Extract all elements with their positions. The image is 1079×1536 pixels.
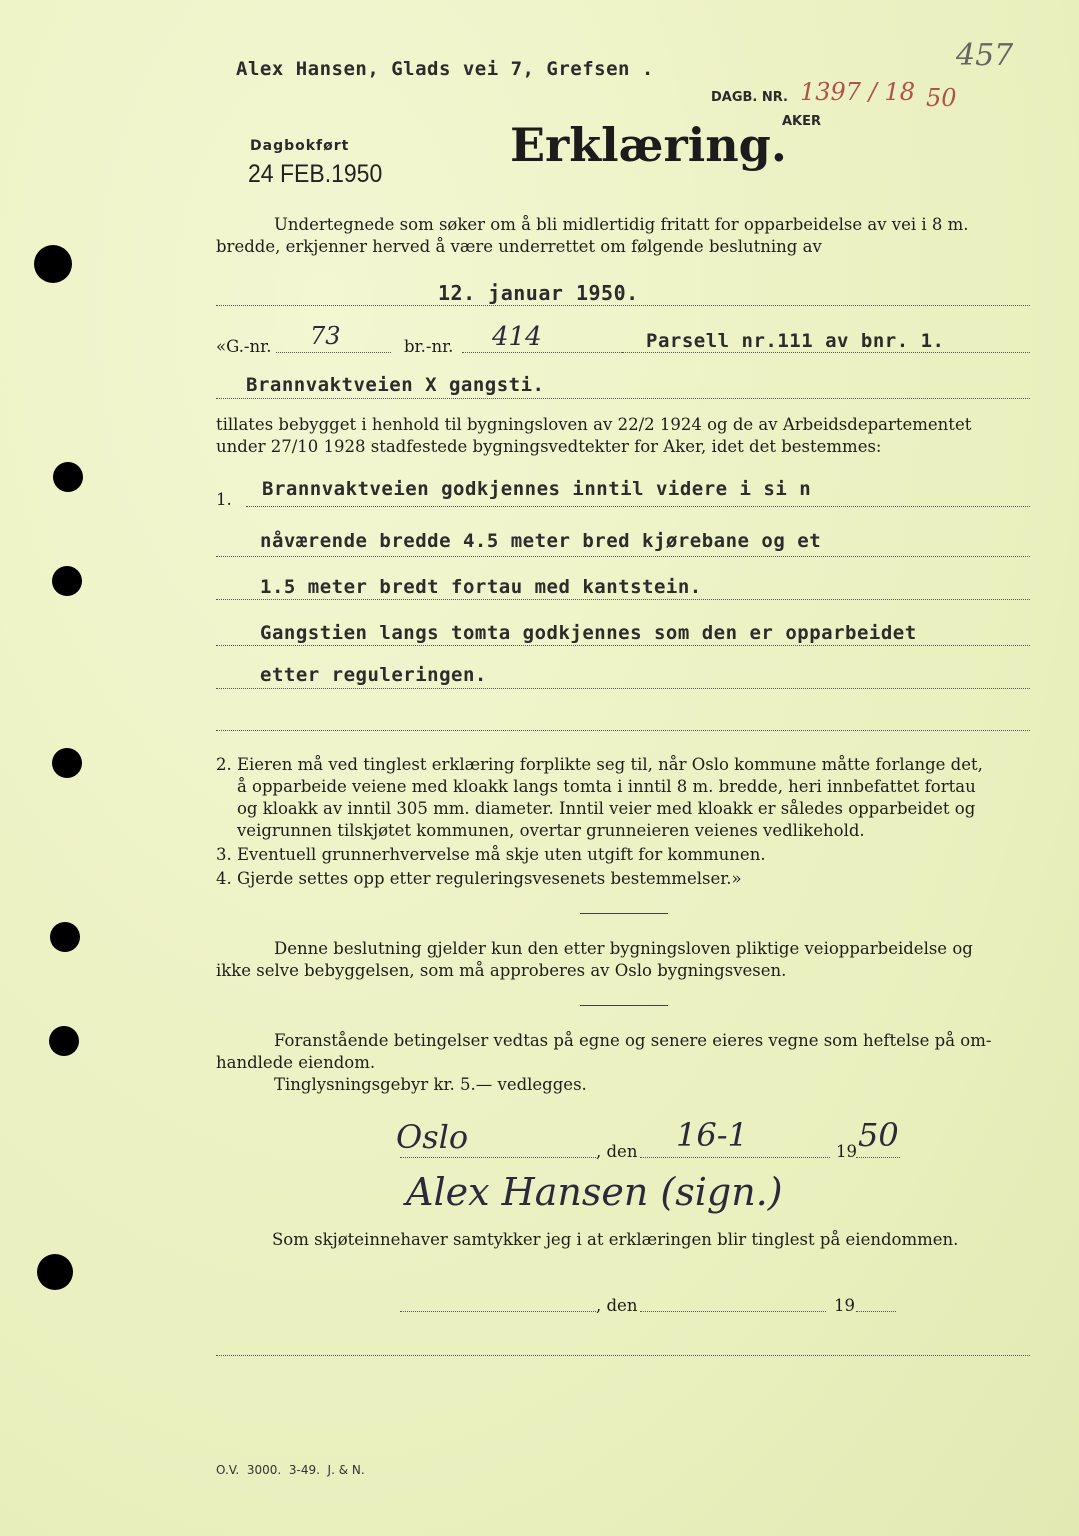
dagb-number: 1397 / 18	[800, 78, 915, 106]
dotted-line	[400, 1311, 596, 1312]
condition1-line: 1.5 meter bredt fortau med kantstein.	[260, 576, 702, 598]
gnr-label: «G.-nr.	[216, 337, 272, 356]
brnr-label: br.-nr.	[404, 337, 454, 356]
page-number: 457	[956, 38, 1014, 73]
signing-den-label: , den	[596, 1142, 638, 1161]
dotted-line	[246, 506, 1030, 507]
consent-line: Som skjøteinnehaver samtykker jeg i at erklæringen blir tinglest på eiendommen.	[272, 1230, 959, 1249]
terms-line: Foranstående betingelser vedtas på egne og senere eieres vegne som heftelse på om-	[274, 1031, 992, 1050]
punch-hole	[50, 922, 80, 952]
condition1-line: etter reguleringen.	[260, 664, 487, 686]
brnr-value: 414	[492, 322, 542, 352]
gnr-value: 73	[310, 322, 341, 350]
condition-line: å opparbeide veiene med kloakk langs tomta i inntil 8 m. bredde, heri innbefattet fortau	[216, 777, 976, 796]
punch-hole	[53, 462, 83, 492]
sender-line: Alex Hansen, Glads vei 7, Grefsen .	[236, 58, 654, 80]
aker-label: AKER	[782, 114, 822, 129]
condition-line: 2. Eieren må ved tinglest erklæring forplikte seg til, når Oslo kommune måtte forlange det,	[216, 755, 983, 774]
dotted-line	[400, 1157, 596, 1158]
dotted-line	[640, 1157, 830, 1158]
decision-date: 12. januar 1950.	[438, 281, 639, 305]
consent-den-label: , den	[596, 1296, 638, 1315]
dotted-line	[216, 398, 1030, 399]
signing-place: Oslo	[396, 1118, 469, 1156]
condition-line: 3. Eventuell grunnerhvervelse må skje uten utgift for kommunen.	[216, 845, 766, 864]
dotted-line	[216, 730, 1030, 731]
punch-hole	[37, 1254, 73, 1290]
dotted-line	[622, 352, 1030, 353]
form-footer: O.V. 3000. 3-49. J. & N.	[216, 1463, 365, 1477]
signing-date: 16-1	[676, 1116, 748, 1154]
dotted-line	[462, 352, 622, 353]
punch-hole	[52, 748, 82, 778]
permit-line: tillates bebygget i henhold til bygningsloven av 22/2 1924 og de av Arbeidsdepartementet	[216, 415, 972, 434]
dotted-line	[640, 1311, 826, 1312]
street-line: Brannvaktveien X gangsti.	[246, 374, 545, 396]
section-divider	[580, 913, 668, 914]
parsell-line: Parsell nr.111 av bnr. 1.	[646, 330, 945, 352]
punch-hole	[34, 245, 72, 283]
condition-line: 4. Gjerde settes opp etter reguleringsvesenets bestemmelser.»	[216, 869, 742, 888]
dotted-line	[216, 688, 1030, 689]
condition-line: og kloakk av inntil 305 mm. diameter. Inntil veier med kloakk er således opparbeidet og	[216, 799, 976, 818]
dagb-label: DAGB. NR.	[711, 90, 788, 105]
terms-line: Tinglysningsgebyr kr. 5.— vedlegges.	[274, 1075, 587, 1094]
condition-line: veigrunnen tilskjøtet kommunen, overtar grunneieren veienes vedlikehold.	[216, 821, 865, 840]
intro-line: Undertegnede som søker om å bli midlertidig fritatt for opparbeidelse av vei i 8 m.	[274, 215, 969, 234]
stamp-label: Dagbokført	[250, 138, 350, 154]
consent-year-prefix: 19	[834, 1296, 855, 1315]
signing-year-prefix: 19	[836, 1142, 857, 1161]
dotted-line	[216, 645, 1030, 646]
permit-line: under 27/10 1928 stadfestede bygningsvedtekter for Aker, idet det bestemmes:	[216, 437, 882, 456]
signature: Alex Hansen (sign.)	[406, 1170, 783, 1214]
dotted-line	[856, 1157, 900, 1158]
stamp-date: 24 FEB.1950	[248, 160, 383, 188]
section-divider	[580, 1005, 668, 1006]
signing-year: 50	[858, 1116, 899, 1154]
dotted-line	[216, 556, 1030, 557]
condition1-line: Gangstien langs tomta godkjennes som den er opparbeidet	[260, 622, 917, 644]
condition1-line: nåværende bredde 4.5 meter bred kjørebane og et	[260, 530, 822, 552]
punch-hole	[52, 566, 82, 596]
dotted-line	[216, 305, 1030, 306]
dotted-line	[276, 352, 391, 353]
punch-hole	[49, 1026, 79, 1056]
condition-number: 1.	[216, 490, 232, 509]
intro-line: bredde, erkjenner herved å være underrettet om følgende beslutning av	[216, 237, 822, 256]
terms-line: handlede eiendom.	[216, 1053, 376, 1072]
condition1-line: Brannvaktveien godkjennes inntil videre i si n	[262, 478, 812, 500]
document-title: Erklæring.	[510, 118, 787, 172]
note-line: Denne beslutning gjelder kun den etter bygningsloven pliktige veiopparbeidelse og	[274, 939, 973, 958]
dagb-year: 50	[926, 84, 957, 112]
dotted-line	[856, 1311, 896, 1312]
note-line: ikke selve bebyggelsen, som må approberes av Oslo bygningsvesen.	[216, 961, 787, 980]
dotted-line	[216, 599, 1030, 600]
dotted-line	[216, 1355, 1030, 1356]
